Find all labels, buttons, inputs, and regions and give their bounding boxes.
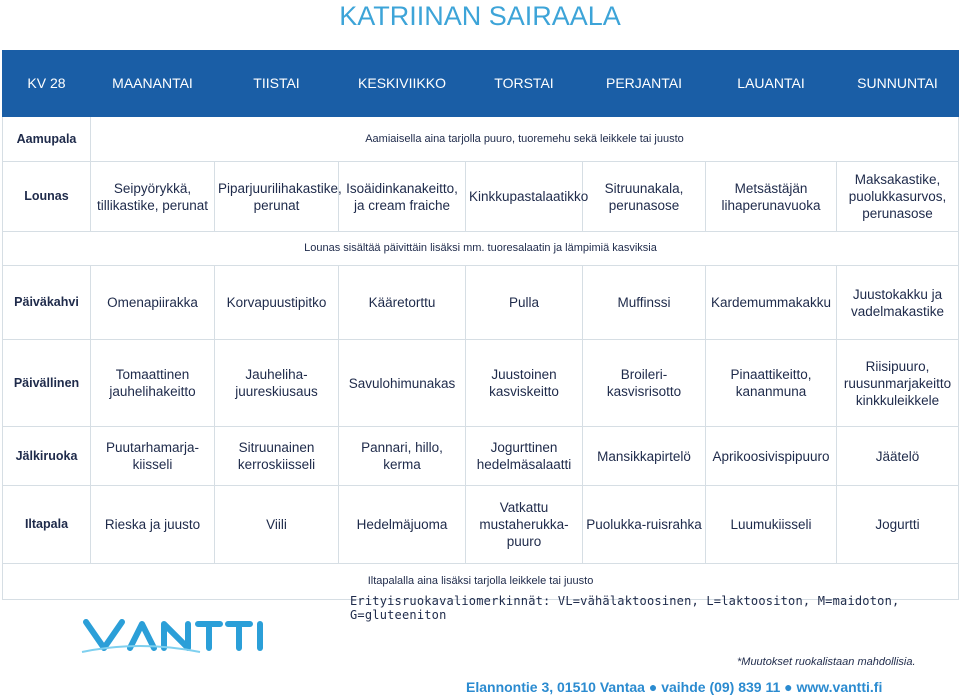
row-label: Jälkiruoka [3, 427, 91, 486]
page-title: KATRIINAN SAIRAALA [339, 1, 621, 31]
day-header: SUNNUNTAI [837, 51, 959, 117]
meal-cell: Seipyörykkä, tillikastike, perunat [91, 162, 215, 232]
meal-cell: Omenapiirakka [91, 266, 215, 340]
changes-note: *Muutokset ruokalistaan mahdollisia. [737, 656, 916, 668]
meal-cell: Piparjuurilihakastike, perunat [215, 162, 339, 232]
day-header: PERJANTAI [583, 51, 706, 117]
row-label: Aamupala [3, 117, 91, 162]
table-row-paivakahvi [3, 266, 959, 340]
meal-cell: Luumukiisseli [706, 486, 837, 564]
table-row-paivallinen [3, 340, 959, 427]
meal-cell: Jäätelö [837, 427, 959, 486]
table-row-jalkiruoka [3, 427, 959, 486]
table-header-row [3, 51, 959, 117]
row-label: Päiväkahvi [3, 266, 91, 340]
meal-cell: Sitruunakala, perunasose [583, 162, 706, 232]
meal-cell: Rieska ja juusto [91, 486, 215, 564]
menu-table [2, 50, 959, 600]
meal-cell: Kardemummakakku [706, 266, 837, 340]
meal-cell: Juustoinen kasviskeitto [466, 340, 583, 427]
meal-cell: Aprikoosivispipuuro [706, 427, 837, 486]
meal-cell: Vatkattu mustaherukka-puuro [466, 486, 583, 564]
meal-cell: Jogurtti [837, 486, 959, 564]
table-row-lounas-note [3, 232, 959, 266]
meal-cell: Broileri-kasvisrisotto [583, 340, 706, 427]
meal-cell: Puolukka-ruisrahka [583, 486, 706, 564]
day-header: TIISTAI [215, 51, 339, 117]
meal-cell: Riisipuuro, ruusunmarjakeitto kinkkuleikkele [837, 340, 959, 427]
table-row-lounas [3, 162, 959, 232]
meal-cell: Korvapuustipitko [215, 266, 339, 340]
meal-cell: Mansikkapirtelö [583, 427, 706, 486]
day-header: KESKIVIIKKO [339, 51, 466, 117]
meal-cell: Puutarhamarja-kiisseli [91, 427, 215, 486]
row-label: Päivällinen [3, 340, 91, 427]
meal-cell: Viili [215, 486, 339, 564]
meal-cell: Muffinssi [583, 266, 706, 340]
week-label: KV 28 [3, 51, 91, 117]
table-row-iltapala [3, 486, 959, 564]
day-header: TORSTAI [466, 51, 583, 117]
meal-cell: Kääretorttu [339, 266, 466, 340]
meal-cell: Metsästäjän lihaperunavuoka [706, 162, 837, 232]
meal-cell: Pannari, hillo, kerma [339, 427, 466, 486]
iltapala-note: Iltapalalla aina lisäksi tarjolla leikkele tai juusto [3, 564, 959, 600]
meal-cell: Savulohimunakas [339, 340, 466, 427]
vantti-logo [80, 612, 270, 656]
meal-cell: Juustokakku ja vadelmakastike [837, 266, 959, 340]
row-label: Lounas [3, 162, 91, 232]
footer-address: Elannontie 3, 01510 Vantaa ● vaihde (09) 839 11 ● www.vantti.fi [466, 679, 883, 695]
meal-cell: Jogurttinen hedelmäsalaatti [466, 427, 583, 486]
table-row-aamupala [3, 117, 959, 162]
meal-cell: Sitruunainen kerroskiisseli [215, 427, 339, 486]
meal-cell: Pulla [466, 266, 583, 340]
meal-cell: Isoäidinkanakeitto, ja cream fraiche [339, 162, 466, 232]
lounas-note: Lounas sisältää päivittäin lisäksi mm. tuoresalaatin ja lämpimiä kasviksia [3, 232, 959, 266]
day-header: LAUANTAI [706, 51, 837, 117]
row-label: Iltapala [3, 486, 91, 564]
meal-cell: Hedelmäjuoma [339, 486, 466, 564]
meal-cell: Jauheliha-juureskiusaus [215, 340, 339, 427]
meal-cell: Kinkkupastalaatikko [466, 162, 583, 232]
meal-cell: Tomaattinen jauhelihakeitto [91, 340, 215, 427]
meal-cell: Pinaattikeitto, kananmuna [706, 340, 837, 427]
day-header: MAANANTAI [91, 51, 215, 117]
aamupala-note: Aamiaisella aina tarjolla puuro, tuoremehu sekä leikkele tai juusto [91, 117, 959, 162]
diet-info: Erityisruokavaliomerkinnät: VL=vähälaktoosinen, L=laktoositon, M=maidoton, G=gluteeniton [350, 594, 900, 622]
meal-cell: Maksakastike, puolukkasurvos, perunasose [837, 162, 959, 232]
